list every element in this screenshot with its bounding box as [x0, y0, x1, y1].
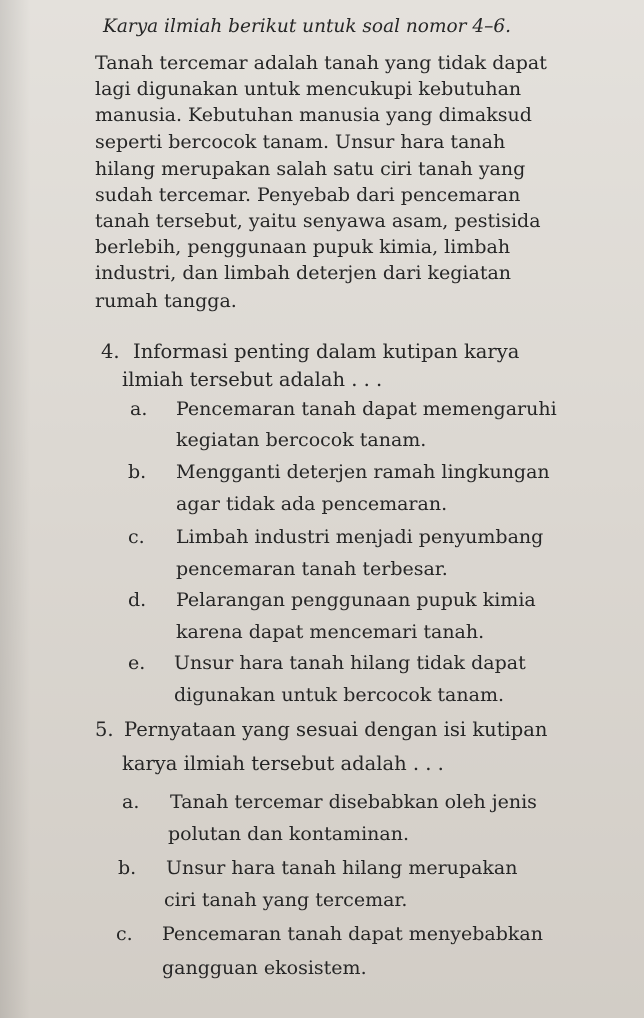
- option-letter: c.: [116, 923, 133, 945]
- question-number: 4.: [101, 340, 120, 363]
- option-line: gangguan ekosistem.: [162, 957, 367, 979]
- passage-line: tanah tersebut, yaitu senyawa asam, pestisida: [95, 210, 541, 232]
- option-line: Unsur hara tanah hilang tidak dapat: [174, 652, 526, 674]
- option-line: Pencemaran tanah dapat memengaruhi: [176, 398, 557, 420]
- option-line: Mengganti deterjen ramah lingkungan: [176, 461, 550, 483]
- question-stem-line: Informasi penting dalam kutipan karya: [133, 340, 520, 363]
- option-line: kegiatan bercocok tanam.: [176, 429, 427, 451]
- option-line: polutan dan kontaminan.: [168, 823, 410, 845]
- passage-line: Tanah tercemar adalah tanah yang tidak dapat: [95, 52, 547, 74]
- question-number: 5.: [95, 718, 114, 741]
- passage-line: seperti bercocok tanam. Unsur hara tanah: [95, 131, 506, 153]
- question-stem-line: Pernyataan yang sesuai dengan isi kutipan: [124, 718, 548, 741]
- passage-line: berlebih, penggunaan pupuk kimia, limbah: [95, 236, 511, 258]
- option-line: agar tidak ada pencemaran.: [176, 493, 448, 515]
- option-line: karena dapat mencemari tanah.: [176, 621, 485, 643]
- question-stem-line: karya ilmiah tersebut adalah . . .: [122, 752, 444, 775]
- option-letter: b.: [118, 857, 137, 879]
- option-line: Pencemaran tanah dapat menyebabkan: [162, 923, 543, 945]
- passage-line: manusia. Kebutuhan manusia yang dimaksud: [95, 104, 532, 126]
- passage-line: rumah tangga.: [95, 290, 237, 312]
- page-edge-shadow: [0, 0, 30, 1018]
- option-line: Tanah tercemar disebabkan oleh jenis: [170, 791, 537, 813]
- option-line: Unsur hara tanah hilang merupakan: [166, 857, 518, 879]
- option-letter: d.: [128, 589, 147, 611]
- option-line: ciri tanah yang tercemar.: [164, 889, 408, 911]
- option-letter: c.: [128, 526, 145, 548]
- option-letter: e.: [128, 652, 146, 674]
- question-stem-line: ilmiah tersebut adalah . . .: [122, 368, 383, 391]
- option-letter: a.: [130, 398, 148, 420]
- passage-line: hilang merupakan salah satu ciri tanah yang: [95, 158, 526, 180]
- passage-line: industri, dan limbah deterjen dari kegiatan: [95, 262, 512, 284]
- option-line: digunakan untuk bercocok tanam.: [174, 684, 505, 706]
- option-line: Limbah industri menjadi penyumbang: [176, 526, 544, 548]
- option-line: pencemaran tanah terbesar.: [176, 558, 448, 580]
- option-letter: a.: [122, 791, 140, 813]
- option-line: Pelarangan penggunaan pupuk kimia: [176, 589, 536, 611]
- intro-text: Karya ilmiah berikut untuk soal nomor 4–6.: [103, 16, 512, 37]
- passage-line: sudah tercemar. Penyebab dari pencemaran: [95, 184, 521, 206]
- option-letter: b.: [128, 461, 147, 483]
- passage-line: lagi digunakan untuk mencukupi kebutuhan: [95, 78, 522, 100]
